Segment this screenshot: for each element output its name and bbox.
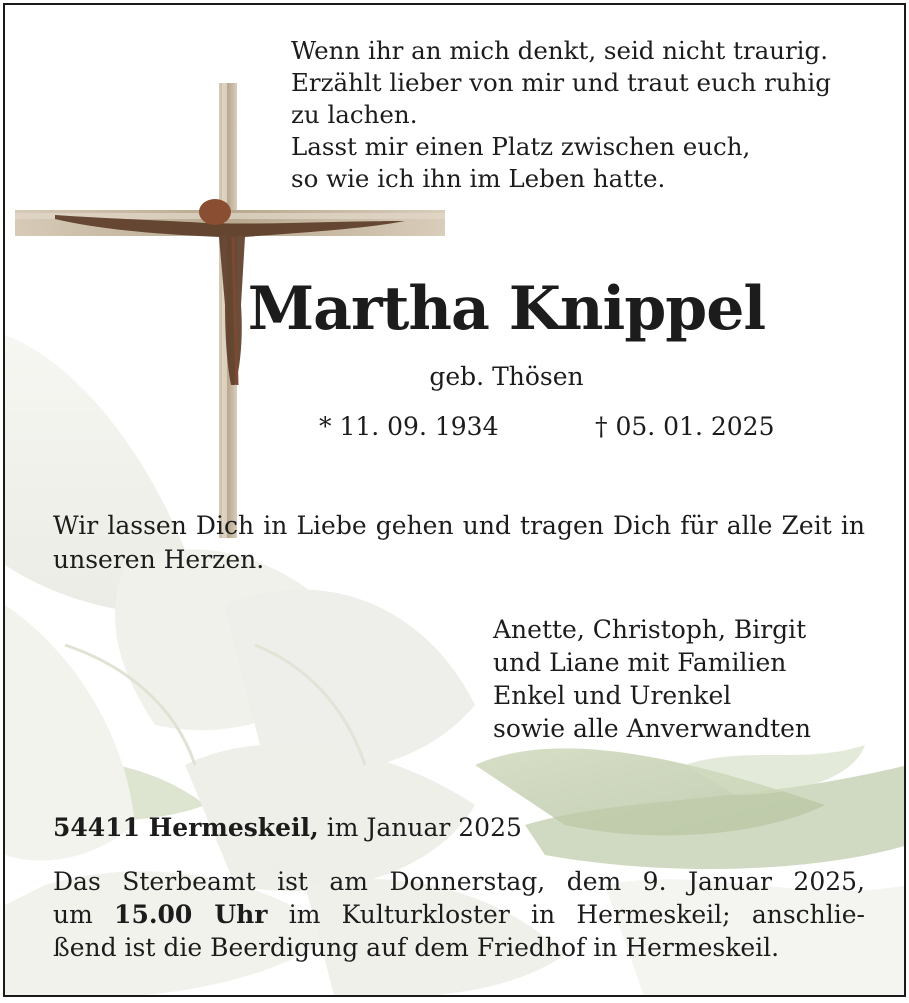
service-line: Das Sterbeamt ist am Donnerstag, dem 9. Januar 2025, <box>53 867 865 896</box>
farewell-text: Wir lassen Dich in Liebe gehen und tragen Dich für alle Zeit in unseren Herzen. <box>53 511 865 574</box>
mourner-line: Anette, Christoph, Birgit <box>493 615 807 644</box>
place: 54411 Hermeskeil, <box>53 813 319 842</box>
service-text: um <box>53 900 115 929</box>
deceased-name: Martha Knippel <box>247 274 766 344</box>
date: im Januar 2025 <box>318 813 522 842</box>
obituary-notice <box>3 3 906 997</box>
mourner-line: Enkel und Urenkel <box>493 681 732 710</box>
service-line <box>53 898 865 931</box>
poem-line: Wenn ihr an mich denkt, seid nicht traurig. <box>291 36 828 65</box>
mourners-list <box>493 613 811 745</box>
mourner-line: sowie alle Anverwandten <box>493 714 812 743</box>
funeral-service-info <box>53 865 865 964</box>
birth-date: * 11. 09. 1934 <box>319 412 499 441</box>
service-text: im Kulturkloster in Hermeskeil; anschlie- <box>267 900 865 929</box>
memorial-poem <box>291 35 831 195</box>
place-and-date <box>53 811 522 845</box>
poem-line: zu lachen. <box>291 100 418 129</box>
service-line: ßend ist die Beerdigung auf dem Friedhof in Hermeskeil. <box>53 933 780 962</box>
maiden-name: geb. Thösen <box>429 362 584 391</box>
death-date: † 05. 01. 2025 <box>595 412 775 441</box>
poem-line: Lasst mir einen Platz zwischen euch, <box>291 132 751 161</box>
service-time: 15.00 Uhr <box>114 900 268 929</box>
poem-line: Erzählt lieber von mir und traut euch ruhig <box>291 68 831 97</box>
mourner-line: und Liane mit Familien <box>493 648 787 677</box>
poem-line: so wie ich ihn im Leben hatte. <box>291 164 666 193</box>
